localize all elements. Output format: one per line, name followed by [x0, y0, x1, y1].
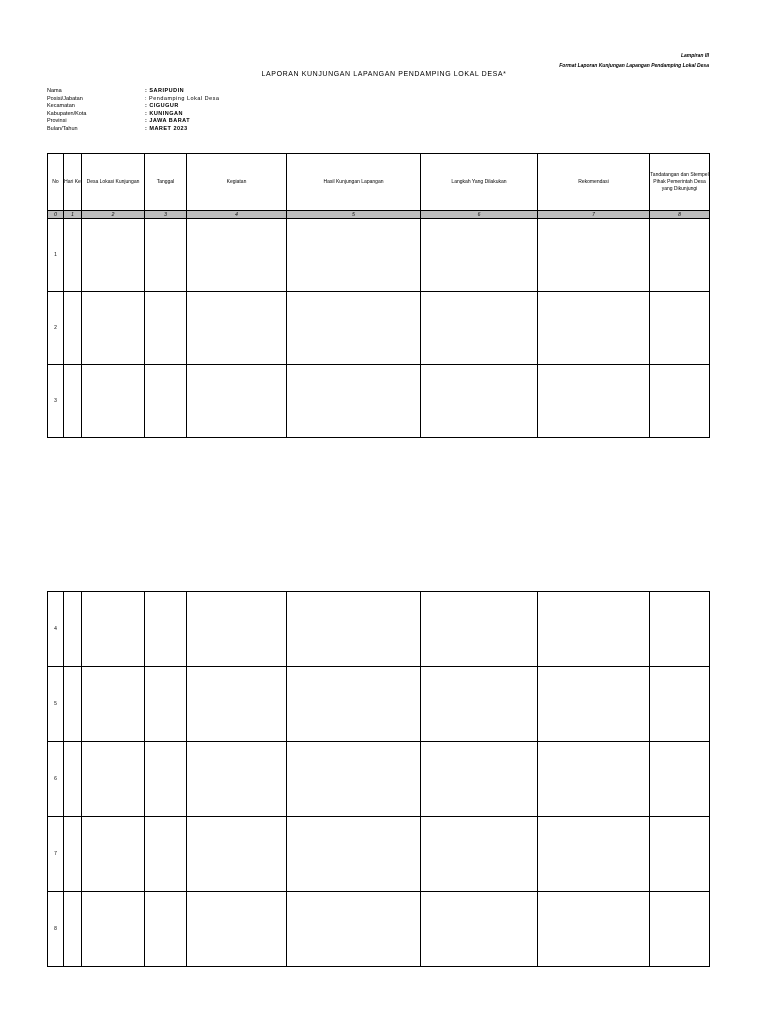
cell-kegiatan [187, 667, 287, 742]
cell-hari [64, 892, 82, 967]
cell-hasil [287, 292, 421, 365]
cell-tandatangan [650, 365, 710, 438]
row-number: 1 [48, 219, 64, 292]
cell-desa [82, 892, 145, 967]
info-label: Posisi/Jabatan [47, 95, 83, 102]
row-number: 2 [48, 292, 64, 365]
row-number: 7 [48, 817, 64, 892]
info-label: Kecamatan [47, 103, 75, 110]
info-row-jabatan [47, 96, 219, 104]
cell-tandatangan [650, 892, 710, 967]
info-row-nama [47, 88, 219, 96]
header-row [48, 154, 710, 211]
col-header-hari: Hari Ke [64, 154, 82, 211]
cell-rekomendasi [538, 292, 650, 365]
cell-tandatangan [650, 592, 710, 667]
col-number: 5 [287, 211, 421, 219]
col-number: 6 [421, 211, 538, 219]
identity-block [47, 88, 219, 134]
col-number: 4 [187, 211, 287, 219]
cell-langkah [421, 292, 538, 365]
col-header-rekomendasi: Rekomendasi [538, 154, 650, 211]
cell-rekomendasi [538, 892, 650, 967]
col-header-langkah: Langkah Yang Dilakukan [421, 154, 538, 211]
cell-tanggal [145, 667, 187, 742]
cell-kegiatan [187, 817, 287, 892]
col-header-desa: Desa Lokasi Kunjungan [82, 154, 145, 211]
cell-langkah [421, 365, 538, 438]
info-value: : CIGUGUR [145, 103, 179, 110]
cell-hari [64, 365, 82, 438]
cell-rekomendasi [538, 592, 650, 667]
table-row [48, 892, 710, 967]
info-label: Nama [47, 88, 62, 94]
info-value: : MARET 2023 [145, 125, 188, 132]
column-number-row [48, 211, 710, 219]
table-row [48, 742, 710, 817]
cell-tandatangan [650, 817, 710, 892]
cell-rekomendasi [538, 365, 650, 438]
table-row [48, 365, 710, 438]
lampiran-label [559, 51, 709, 71]
info-label: Provinsi [47, 118, 67, 125]
cell-tandatangan [650, 667, 710, 742]
report-table-2 [47, 591, 710, 967]
cell-langkah [421, 742, 538, 817]
cell-rekomendasi [538, 742, 650, 817]
lampiran-number: Lampiran III [680, 53, 709, 59]
cell-tanggal [145, 292, 187, 365]
cell-tanggal [145, 742, 187, 817]
cell-tanggal [145, 592, 187, 667]
cell-hasil [287, 592, 421, 667]
cell-kegiatan [187, 592, 287, 667]
page-title: LAPORAN KUNJUNGAN LAPANGAN PENDAMPING LOKAL DESA* [261, 71, 507, 78]
col-number: 8 [650, 211, 710, 219]
col-header-tandatangan: Tandatangan dan Stempel Pihak Pemerintah Desa yang Dikunjungi [650, 154, 710, 211]
info-row-bulan [47, 126, 219, 134]
cell-kegiatan [187, 365, 287, 438]
cell-hari [64, 592, 82, 667]
col-number: 0 [48, 211, 64, 219]
info-row-provinsi [47, 118, 219, 126]
cell-langkah [421, 892, 538, 967]
info-value: : KUNINGAN [145, 110, 183, 117]
info-label: Bulan/Tahun [47, 125, 78, 132]
col-header-kegiatan: Kegiatan [187, 154, 287, 211]
row-number: 5 [48, 667, 64, 742]
cell-tandatangan [650, 292, 710, 365]
table-row [48, 817, 710, 892]
info-row-kabupaten [47, 111, 219, 119]
cell-hari [64, 742, 82, 817]
cell-hasil [287, 892, 421, 967]
cell-kegiatan [187, 292, 287, 365]
col-number: 1 [64, 211, 82, 219]
row-number: 3 [48, 365, 64, 438]
cell-hasil [287, 742, 421, 817]
cell-tanggal [145, 219, 187, 292]
table-row [48, 219, 710, 292]
cell-desa [82, 817, 145, 892]
cell-langkah [421, 817, 538, 892]
format-caption: Format Laporan Kunjungan Lapangan Pendamping Lokal Desa [559, 63, 709, 69]
row-number: 6 [48, 742, 64, 817]
col-header-hasil: Hasil Kunjungan Lapangan [287, 154, 421, 211]
cell-langkah [421, 667, 538, 742]
cell-langkah [421, 219, 538, 292]
cell-tandatangan [650, 742, 710, 817]
cell-kegiatan [187, 742, 287, 817]
table-row [48, 292, 710, 365]
row-number: 8 [48, 892, 64, 967]
cell-hari [64, 667, 82, 742]
col-number: 2 [82, 211, 145, 219]
col-number: 3 [145, 211, 187, 219]
cell-desa [82, 667, 145, 742]
cell-desa [82, 742, 145, 817]
row-number: 4 [48, 592, 64, 667]
info-value: : JAWA BARAT [145, 118, 191, 125]
cell-desa [82, 365, 145, 438]
cell-hasil [287, 667, 421, 742]
cell-desa [82, 592, 145, 667]
cell-kegiatan [187, 892, 287, 967]
cell-hari [64, 817, 82, 892]
cell-tanggal [145, 892, 187, 967]
col-number: 7 [538, 211, 650, 219]
cell-tanggal [145, 817, 187, 892]
cell-desa [82, 219, 145, 292]
info-value: : Pendamping Lokal Desa [145, 95, 220, 102]
cell-rekomendasi [538, 817, 650, 892]
cell-langkah [421, 592, 538, 667]
info-value: : SARIPUDIN [145, 88, 185, 94]
cell-hari [64, 292, 82, 365]
cell-rekomendasi [538, 219, 650, 292]
cell-kegiatan [187, 219, 287, 292]
cell-hasil [287, 365, 421, 438]
report-table-1 [47, 153, 710, 438]
cell-hari [64, 219, 82, 292]
info-row-kecamatan [47, 103, 219, 111]
cell-tandatangan [650, 219, 710, 292]
info-label: Kabupaten/Kota [47, 110, 87, 117]
col-header-no: No [48, 154, 64, 211]
cell-hasil [287, 817, 421, 892]
cell-desa [82, 292, 145, 365]
col-header-tanggal: Tanggal [145, 154, 187, 211]
cell-hasil [287, 219, 421, 292]
cell-tanggal [145, 365, 187, 438]
cell-rekomendasi [538, 667, 650, 742]
table-row [48, 592, 710, 667]
table-row [48, 667, 710, 742]
